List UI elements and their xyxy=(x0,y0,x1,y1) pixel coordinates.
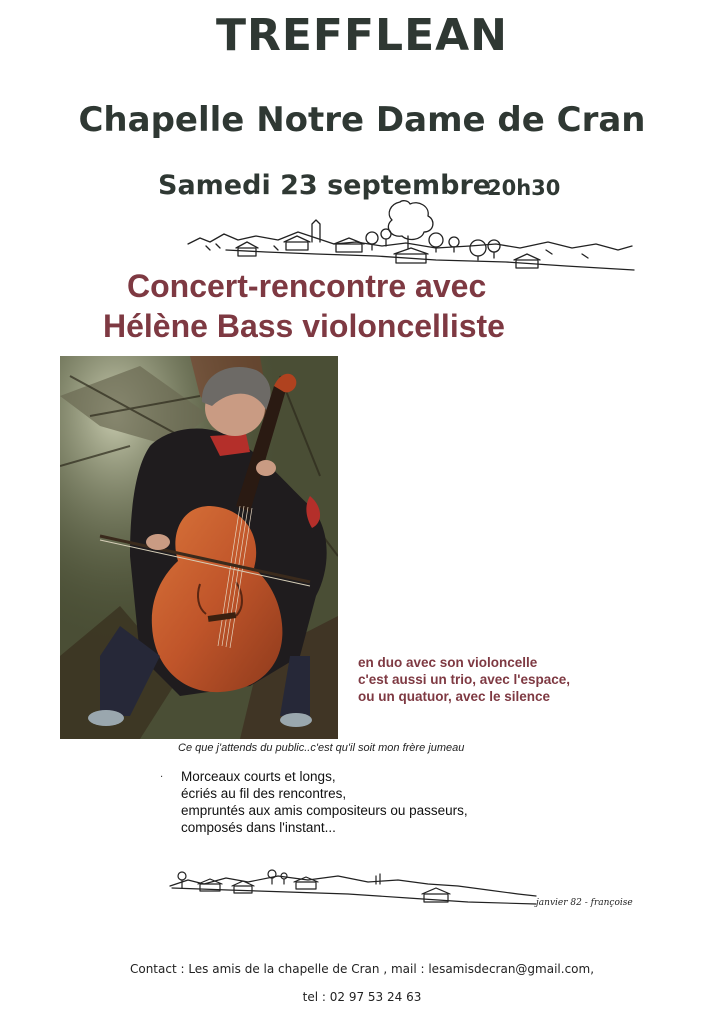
contact-info: Contact : Les amis de la chapelle de Cran , mail : lesamisdecran@gmail.com, xyxy=(129,962,595,976)
cellist-photo-illustration xyxy=(60,356,338,739)
concert-title-line2: Hélène Bass violoncelliste xyxy=(103,308,505,344)
duo-line: en duo avec son violoncelle xyxy=(358,655,538,670)
event-date: Samedi 23 septembre xyxy=(158,170,492,201)
pieces-line: Morceaux courts et longs, xyxy=(181,769,336,784)
concert-title-line1: Concert-rencontre avec xyxy=(127,268,487,304)
chapel-name: Chapelle Notre Dame de Cran xyxy=(78,100,646,140)
quote-text: Ce que j'attends du public..c'est qu'il soit mon frère jumeau xyxy=(178,742,465,754)
artist-signature: janvier 82 - françoise xyxy=(536,898,633,908)
duo-line: c'est aussi un trio, avec l'espace, xyxy=(358,672,571,687)
bullet-mark: · xyxy=(160,772,164,783)
duo-description xyxy=(358,654,570,705)
pieces-line: écriés au fil des rencontres, xyxy=(181,786,347,801)
landscape-sketch-bottom xyxy=(168,862,538,914)
pieces-description xyxy=(181,768,468,836)
phone-number: tel : 02 97 53 24 63 xyxy=(302,990,422,1004)
cellist-photo xyxy=(60,356,338,739)
town-title: TREFFLEAN xyxy=(215,10,509,61)
pieces-line: composés dans l'instant... xyxy=(181,820,336,835)
event-time: 20h30 xyxy=(487,176,561,200)
duo-line: ou un quatuor, avec le silence xyxy=(358,689,551,704)
pieces-line: empruntés aux amis compositeurs ou passeurs, xyxy=(181,803,468,818)
landscape-sketch-top xyxy=(186,198,638,274)
